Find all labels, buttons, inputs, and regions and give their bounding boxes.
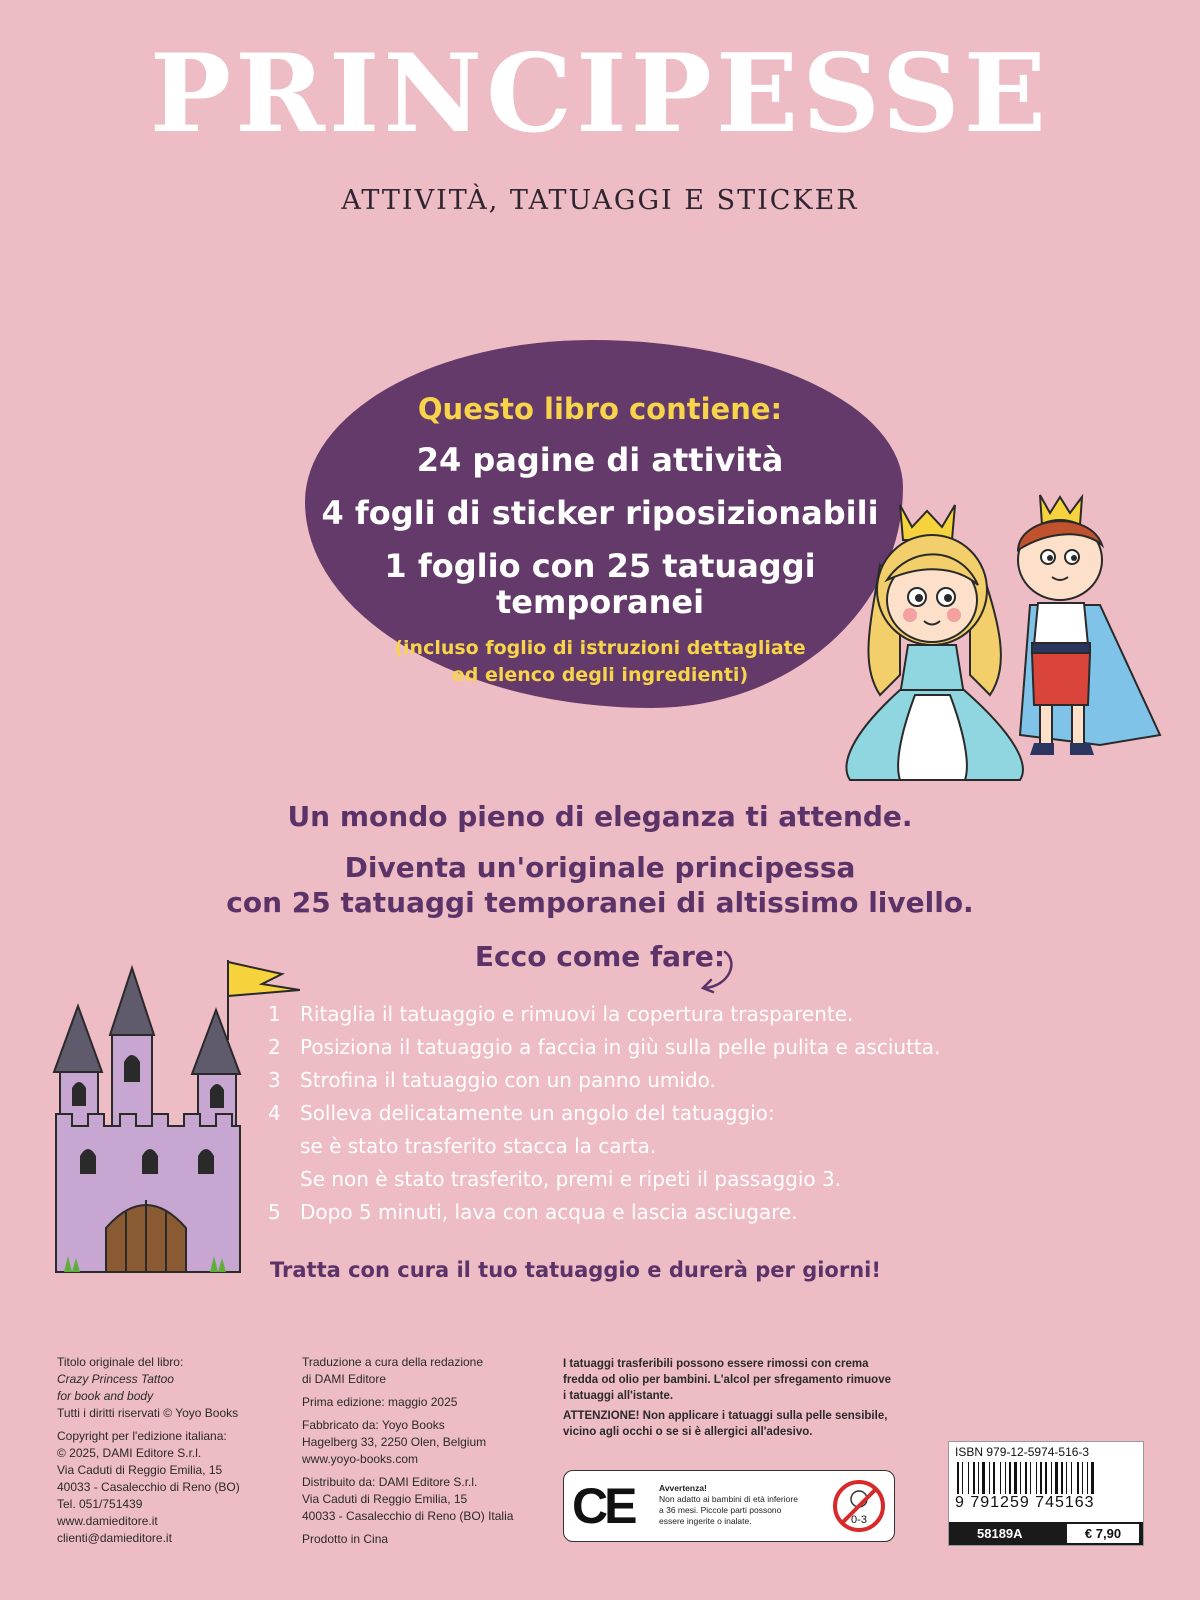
- barcode-bar: [1036, 1462, 1037, 1494]
- ce-warning-line: essere ingerite o inalate.: [659, 1516, 752, 1526]
- barcode-bar: [1087, 1462, 1088, 1494]
- barcode-bar: [1020, 1462, 1021, 1494]
- barcode-bar: [1009, 1462, 1011, 1494]
- curved-arrow-icon: [697, 948, 741, 996]
- contents-item: 24 pagine di attività: [416, 441, 784, 479]
- contents-note: [300, 635, 900, 688]
- ce-warning-text: [659, 1483, 834, 1527]
- ce-warning-line: Non adatto ai bambini di età inferiore: [659, 1494, 798, 1504]
- step-number: 5: [268, 1200, 281, 1224]
- ce-warning-line: Avvertenza!: [659, 1483, 707, 1493]
- colophon-line: www.damieditore.it: [57, 1514, 158, 1528]
- barcode-bar: [1066, 1462, 1067, 1494]
- contents-heading: Questo libro contiene:: [417, 392, 783, 426]
- ce-safety-label: [563, 1470, 895, 1542]
- ean-digits: 9 791259 745163: [955, 1494, 1095, 1511]
- contents-item: 4 fogli di sticker riposizionabili: [321, 493, 879, 532]
- colophon-line: 40033 - Casalecchio di Reno (BO): [57, 1480, 240, 1494]
- barcode-bar: [982, 1462, 985, 1494]
- barcode-bar: [993, 1462, 995, 1494]
- colophon-line: for book and body: [57, 1389, 154, 1403]
- colophon-line: Copyright per l'edizione italiana:: [57, 1429, 227, 1443]
- colophon-line: Prodotto in Cina: [302, 1532, 389, 1546]
- prince-illustration: [1000, 485, 1185, 780]
- colophon-line: Tel. 051/751439: [57, 1497, 143, 1511]
- barcode-bar: [1077, 1462, 1079, 1494]
- barcode-bar: [1055, 1462, 1058, 1494]
- contents-text: [300, 392, 900, 688]
- care-note: Tratta con cura il tuo tatuaggio e durerà per giorni!: [270, 1258, 881, 1282]
- ce-mark-icon: CE: [572, 1478, 634, 1534]
- ce-warning-line: a 36 mesi. Piccole parti possono: [659, 1505, 782, 1515]
- isbn-number: ISBN 979-12-5974-516-3: [955, 1445, 1090, 1459]
- step-text: Dopo 5 minuti, lava con acqua e lascia asciugare.: [300, 1200, 798, 1224]
- colophon-line: Via Caduti di Reggio Emilia, 15: [302, 1492, 468, 1506]
- barcode-bar: [1091, 1462, 1094, 1494]
- step-number: 2: [268, 1035, 281, 1059]
- colophon-left: [57, 1354, 240, 1547]
- contents-note-line: (incluso foglio di istruzioni dettagliate: [394, 637, 806, 660]
- colophon-line: www.yoyo-books.com: [302, 1452, 419, 1466]
- code-strip: [949, 1522, 1143, 1545]
- step-text: Strofina il tatuaggio con un panno umido.: [300, 1068, 716, 1092]
- warning-line: vicino agli occhi o se si è allergici all'adesivo.: [563, 1426, 813, 1438]
- barcode-bar: [973, 1462, 975, 1494]
- intro-paragraph: [120, 850, 1080, 920]
- intro-line: Un mondo pieno di eleganza ti attende.: [287, 800, 913, 833]
- barcode-bar: [957, 1462, 959, 1494]
- barcode-bar: [1040, 1462, 1042, 1494]
- colophon-line: di DAMI Editore: [302, 1372, 387, 1386]
- barcode-bar: [1082, 1462, 1083, 1494]
- product-code: 58189A: [977, 1526, 1023, 1541]
- colophon-middle: [302, 1354, 513, 1548]
- warning-line: i tatuaggi all'istante.: [563, 1390, 674, 1402]
- colophon-line: 40033 - Casalecchio di Reno (BO) Italia: [302, 1509, 514, 1523]
- colophon-line: Crazy Princess Tattoo: [57, 1372, 174, 1386]
- step-text: se è stato trasferito stacca la carta.: [300, 1134, 657, 1158]
- barcode-bar: [1000, 1462, 1001, 1494]
- book-subtitle: ATTIVITÀ, TATUAGGI E STICKER: [341, 185, 859, 216]
- step-text: Ritaglia il tatuaggio e rimuovi la copertura trasparente.: [300, 1002, 854, 1026]
- intro-line: Diventa un'originale principessa: [344, 851, 856, 884]
- step-number: 3: [268, 1068, 281, 1092]
- barcode-bar: [962, 1462, 963, 1494]
- barcode-bar: [1005, 1462, 1006, 1494]
- barcode-bar: [1014, 1462, 1017, 1494]
- barcode-icon: [955, 1462, 1137, 1494]
- contents-item: 1 foglio con 25 tatuaggi temporanei: [384, 546, 816, 622]
- colophon-line: Prima edizione: maggio 2025: [302, 1395, 458, 1409]
- price-tag: € 7,90: [1067, 1524, 1139, 1543]
- barcode-bar: [968, 1462, 969, 1494]
- colophon-line: Fabbricato da: Yoyo Books: [302, 1418, 445, 1432]
- step-text: Solleva delicatamente un angolo del tatuaggio:: [300, 1101, 775, 1125]
- age-label: 0-3: [851, 1514, 867, 1526]
- barcode-bar: [989, 1462, 990, 1494]
- how-to-heading: Ecco come fare:: [474, 940, 726, 973]
- step-number: 1: [268, 1002, 281, 1026]
- colophon-line: Hagelberg 33, 2250 Olen, Belgium: [302, 1435, 487, 1449]
- barcode-bar: [1071, 1462, 1072, 1494]
- colophon-line: clienti@damieditore.it: [57, 1531, 172, 1545]
- colophon-line: Via Caduti di Reggio Emilia, 15: [57, 1463, 223, 1477]
- contents-note-line: ed elenco degli ingredienti): [451, 663, 749, 686]
- warning-line: ATTENZIONE! Non applicare i tatuaggi sulla pelle sensibile,: [563, 1410, 888, 1422]
- barcode-bar: [1025, 1462, 1027, 1494]
- colophon-line: © 2025, DAMI Editore S.r.l.: [57, 1446, 202, 1460]
- warning-line: fredda od olio per bambini. L'alcol per sfregamento rimuove: [563, 1374, 891, 1386]
- colophon-line: Tutti i diritti riservati © Yoyo Books: [57, 1406, 239, 1420]
- barcode-bar: [978, 1462, 979, 1494]
- barcode-bar: [1051, 1462, 1052, 1494]
- step-text: Se non è stato trasferito, premi e ripeti il passaggio 3.: [300, 1167, 842, 1191]
- barcode-bar: [1061, 1462, 1063, 1494]
- colophon-line: Titolo originale del libro:: [57, 1355, 184, 1369]
- colophon-line: Traduzione a cura della redazione: [302, 1355, 484, 1369]
- colophon-line: Distribuito da: DAMI Editore S.r.l.: [302, 1475, 478, 1489]
- barcode-bar: [1030, 1462, 1031, 1494]
- step-text: Posiziona il tatuaggio a faccia in giù sulla pelle pulita e asciutta.: [300, 1035, 941, 1059]
- book-title: PRINCIPESSE: [149, 31, 1051, 157]
- tattoo-warnings: [563, 1356, 903, 1440]
- age-restriction-icon: [832, 1479, 886, 1533]
- step-number: 4: [268, 1101, 281, 1125]
- barcode-label: [948, 1441, 1144, 1546]
- warning-line: I tatuaggi trasferibili possono essere rimossi con crema: [563, 1358, 869, 1370]
- intro-line: con 25 tatuaggi temporanei di altissimo livello.: [226, 886, 974, 919]
- barcode-bar: [1045, 1462, 1047, 1494]
- castle-illustration: [50, 960, 300, 1280]
